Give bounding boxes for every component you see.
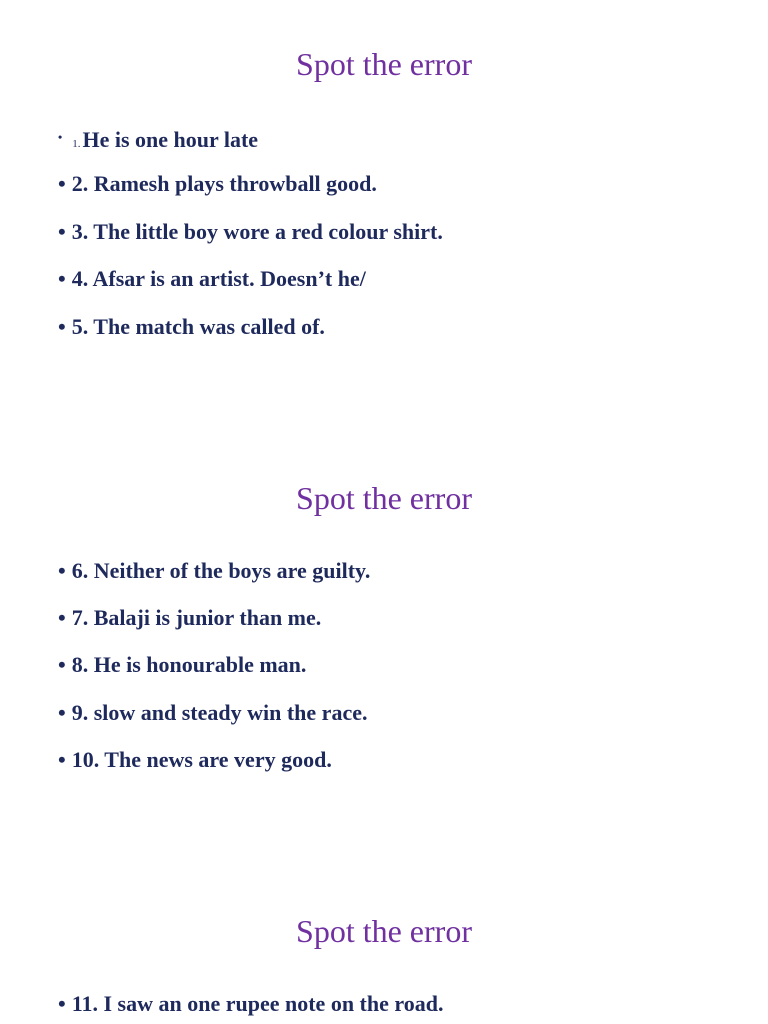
list-item [58, 314, 325, 340]
item-number: 1. [72, 138, 81, 150]
list-item [58, 747, 332, 773]
item-text: 11. I saw an one rupee note on the road. [71, 991, 444, 1016]
item-text: 3. The little boy wore a red colour shirt. [71, 219, 443, 244]
item-text: 7. Balaji is junior than me. [71, 605, 322, 630]
list-item [58, 652, 306, 678]
item-text: 9. slow and steady win the race. [71, 700, 368, 725]
item-text: 8. He is honourable man. [71, 652, 307, 677]
list-item [58, 991, 444, 1017]
bullet-icon: • [58, 991, 66, 1016]
bullet-icon: • [58, 700, 66, 725]
item-text: 2. Ramesh plays throwball good. [71, 171, 377, 196]
slide-title: Spot the error [296, 913, 472, 949]
bullet-icon: • [58, 314, 66, 339]
bullet-icon: • [58, 266, 66, 291]
bullet-icon: • [58, 219, 66, 244]
list-item [58, 700, 367, 726]
list-item [58, 219, 443, 245]
bullet-icon: • [58, 652, 66, 677]
slide-title: Spot the error [296, 480, 472, 516]
item-text: He is one hour late [82, 127, 259, 152]
item-text: 10. The news are very good. [71, 747, 332, 772]
slide-title: Spot the error [296, 46, 472, 82]
bullet-icon: • [58, 558, 66, 583]
bullet-icon: • [58, 171, 66, 196]
list-item [58, 266, 366, 292]
bullet-icon: • [58, 130, 63, 144]
item-text: 6. Neither of the boys are guilty. [71, 558, 371, 583]
item-text: 5. The match was called of. [71, 314, 325, 339]
bullet-icon: • [58, 747, 66, 772]
list-item [58, 124, 258, 157]
bullet-icon: • [58, 605, 66, 630]
list-item [58, 171, 377, 197]
item-text: 4. Afsar is an artist. Doesn’t he/ [71, 266, 366, 291]
list-item [58, 558, 370, 584]
list-item [58, 605, 321, 631]
